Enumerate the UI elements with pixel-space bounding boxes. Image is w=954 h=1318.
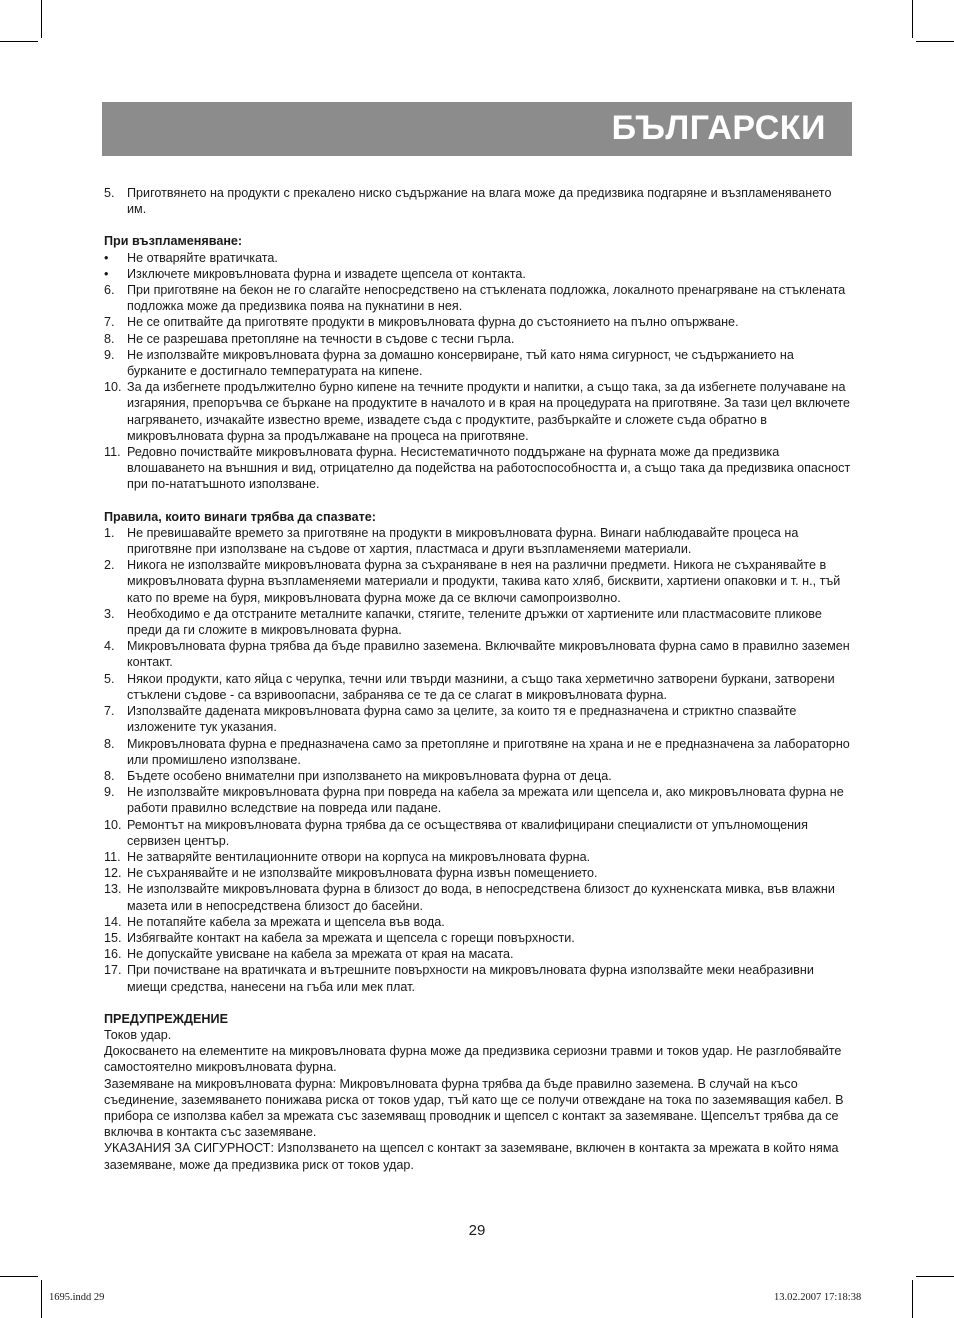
- rules-list: [104, 525, 852, 995]
- list-item: [104, 736, 852, 768]
- item-text: Не се разрешава претопляне на течности в съдове с тесни гърла.: [127, 331, 515, 346]
- item-number: 1.: [104, 525, 115, 540]
- item-number: 10.: [104, 817, 122, 832]
- item-text: Използвайте дадената микровълновата фурна само за целите, за които тя е предназначена и стриктно спазвайте изложените тук указания.: [127, 704, 797, 735]
- list-item: [104, 768, 852, 784]
- item-number: 5.: [104, 186, 115, 200]
- item-number: 2.: [104, 558, 115, 573]
- list-item: [104, 525, 852, 557]
- intro-list: [104, 185, 852, 217]
- item-text: Някои продукти, като яйца с черупка, течни или твърди мазнини, а също така херметично затворени буркани, затворени стъклени съдове - са взривоопасни, забранява се те да се слагат в микровълновата фурна.: [127, 671, 835, 702]
- list-item: [104, 185, 852, 217]
- item-text: Не затваряйте вентилационните отвори на корпуса на микровълновата фурна.: [127, 849, 591, 864]
- item-number: 8.: [104, 736, 115, 751]
- item-text: Не превишавайте времето за приготвяне на продукти в микровълновата фурна. Винаги наблюдавайте процеса на приготвяне при използване на съдове от хартия, пластмаса и други възпламеняеми материали.: [127, 525, 799, 557]
- item-text: Микровълновата фурна е предназначена само за претопляне и приготвяне на храна и не е предназначена за лабораторно или промишлено използване.: [127, 736, 850, 767]
- list-item: [104, 946, 852, 962]
- crop-mark: [41, 0, 42, 38]
- rules-heading: Правила, които винаги трябва да спазвате:: [104, 509, 376, 524]
- list-item: [104, 314, 852, 330]
- list-item: [104, 914, 852, 930]
- item-number: 10.: [104, 380, 122, 395]
- language-header: [102, 102, 852, 156]
- item-number: 15.: [104, 930, 122, 945]
- item-number: 8.: [104, 331, 115, 346]
- warning-heading: ПРЕДУПРЕЖДЕНИЕ: [104, 1011, 228, 1026]
- list-item: [104, 250, 852, 266]
- list-item: [104, 266, 852, 282]
- item-text: За да избегнете продължително бурно кипене на течните продукти и напитки, а също така, за да избегнете получаване на изгаряния, препоръчва се бъркане на продуктите в началото и в края на процедурата на приготвяне. За тази цел включете нагряването, изчакайте известно време, извадете съда с продуктите, разбъркайте и сложете съда обратно в микровълновата фурна за продължаване на процеса на приготвяне.: [127, 380, 851, 443]
- item-text: Не потапяйте кабела за мрежата и щепсела във вода.: [127, 914, 445, 929]
- list-item: [104, 282, 852, 314]
- list-item: [104, 638, 852, 670]
- crop-mark: [912, 1280, 913, 1318]
- item-number: •: [104, 250, 109, 265]
- item-text: Не използвайте микровълновата фурна за домашно консервиране, тъй като няма сигурност, че съдържанието на бурканите е достигнало температурата на кипене.: [127, 347, 794, 379]
- item-number: 11.: [104, 849, 121, 864]
- item-text: Не се опитвайте да приготвяте продукти в микровълновата фурна до състоянието на пълно опържване.: [127, 315, 739, 330]
- list-item: [104, 962, 852, 994]
- list-item: [104, 331, 852, 347]
- crop-mark: [916, 41, 954, 42]
- crop-mark: [912, 0, 913, 38]
- warning-text: [104, 1027, 852, 1173]
- crop-mark: [0, 1276, 38, 1277]
- page-content: [104, 185, 852, 1173]
- warning-line: Токов удар.: [104, 1027, 172, 1042]
- page-number: 29: [468, 1222, 486, 1239]
- item-number: 11.: [104, 445, 121, 460]
- language-title: БЪЛГАРСКИ: [611, 109, 826, 147]
- item-number: 14.: [104, 914, 122, 929]
- item-number: 16.: [104, 947, 122, 962]
- item-text: Ремонтът на микровълновата фурна трябва да се осъществява от квалифицирани специалисти от упълномощения сервизен център.: [127, 817, 808, 848]
- list-item: [104, 849, 852, 865]
- item-number: 4.: [104, 639, 115, 654]
- item-text: Никога не използвайте микровълновата фурна за съхраняване в нея на различни предмети. Никога не съхранявайте в микровълновата фурна възпламеняеми материали и продукти, такива като хляб, бисквити, хартиени опаковки и т. н., тъй като по време на буря, микровълновата фурна може да се включи самопроизволно.: [127, 558, 841, 605]
- list-item: [104, 817, 852, 849]
- list-item: [104, 606, 852, 638]
- item-text: При приготвяне на бекон не го слагайте непосредствено на стъклената подложка, локалното пренагряване на стъклената подложка може да предизвика поява на пукнатини в нея.: [127, 283, 846, 314]
- list-item: [104, 379, 852, 444]
- item-text: Не използвайте микровълновата фурна в близост до вода, в непосредствена близост до кухненската мивка, във влажни мазета или в непосредствена близост до басейни.: [127, 882, 835, 913]
- item-text: Не използвайте микровълновата фурна при повреда на кабела за мрежата или щепсела и, ако микровълновата фурна не работи правилно вследствие на повреда или падане.: [127, 785, 844, 816]
- list-item: [104, 703, 852, 735]
- item-text: Необходимо е да отстраните металните капачки, стягите, телените дръжки от хартиените или пластмасовите пликове преди да ги сложите в микровълновата фурна.: [127, 606, 822, 638]
- list-item: [104, 671, 852, 703]
- item-text: Изключете микровълновата фурна и извадете щепсела от контакта.: [127, 266, 526, 281]
- list-item: [104, 347, 852, 379]
- item-number: 12.: [104, 866, 122, 881]
- list-item: [104, 784, 852, 816]
- item-number: 7.: [104, 704, 115, 719]
- warning-line: УКАЗАНИЯ ЗА СИГУРНОСТ: Използването на щепсел с контакт за заземяване, включен в контакта за мрежата в който няма заземяване, може да предизвика риск от токов удар.: [104, 1141, 839, 1172]
- crop-mark: [0, 41, 38, 42]
- ignition-heading: При възпламеняване:: [104, 234, 243, 249]
- item-number: 3.: [104, 606, 115, 621]
- item-text: Редовно почиствайте микровълновата фурна. Несистематичното поддържане на фурната може да предизвика влошаването на външния и вид, отрицателно да подейства на работоспособността и, а също така да предизвика опасност при по-нататъшното използване.: [127, 445, 851, 492]
- list-item: [104, 865, 852, 881]
- footer-file: 1695.indd 29: [49, 1292, 105, 1303]
- item-text: При почистване на вратичката и вътрешните повърхности на микровълновата фурна използвайте меки неабразивни миещи средства, нанесени на гъба или мек плат.: [127, 963, 814, 994]
- item-number: 17.: [104, 963, 122, 978]
- list-item: [104, 881, 852, 913]
- item-text: Приготвянето на продукти с прекалено ниско съдържание на влага може да предизвика подгаряне и възпламеняването им.: [127, 186, 832, 217]
- item-number: •: [104, 266, 109, 281]
- item-number: 13.: [104, 882, 122, 897]
- warning-line: Заземяване на микровълновата фурна: Микровълновата фурна трябва да бъде правилно заземена. В случай на късо съединение, заземяването понижава риска от токов удар, тъй като ще се получи отвеждане на тока по заземяващия кабел. В прибора се използва кабел за мрежата със заземяващ проводник и щепсел с контакт за заземяване. Щепселът трябва да се включва в контакта със заземяване.: [104, 1076, 844, 1140]
- list-item: [104, 930, 852, 946]
- item-number: 6.: [104, 283, 115, 298]
- item-number: 5.: [104, 671, 115, 686]
- item-text: Не съхранявайте и не използвайте микровълновата фурна извън помещението.: [127, 866, 598, 881]
- item-text: Избягвайте контакт на кабела за мрежата и щепсела с горещи повърхности.: [127, 930, 575, 945]
- item-number: 7.: [104, 315, 115, 330]
- list-item: [104, 444, 852, 493]
- footer-timestamp: 13.02.2007 17:18:38: [774, 1292, 862, 1303]
- item-text: Не допускайте увисване на кабела за мрежата от края на масата.: [127, 947, 514, 962]
- list-item: [104, 557, 852, 606]
- warning-line: Докосването на елементите на микровълновата фурна може да предизвика сериозни травми и токов удар. Не разглобявайте самостоятелно микровълновата фурна.: [104, 1044, 842, 1075]
- item-number: 9.: [104, 785, 115, 800]
- item-number: 9.: [104, 347, 115, 362]
- item-number: 8.: [104, 768, 115, 783]
- item-text: Микровълновата фурна трябва да бъде правилно заземена. Включвайте микровълновата фурна само в правилно заземен контакт.: [127, 639, 850, 670]
- crop-mark: [41, 1280, 42, 1318]
- ignition-list: [104, 250, 852, 493]
- item-text: Не отваряйте вратичката.: [127, 250, 278, 265]
- crop-mark: [916, 1276, 954, 1277]
- item-text: Бъдете особено внимателни при използването на микровълновата фурна от деца.: [127, 768, 612, 783]
